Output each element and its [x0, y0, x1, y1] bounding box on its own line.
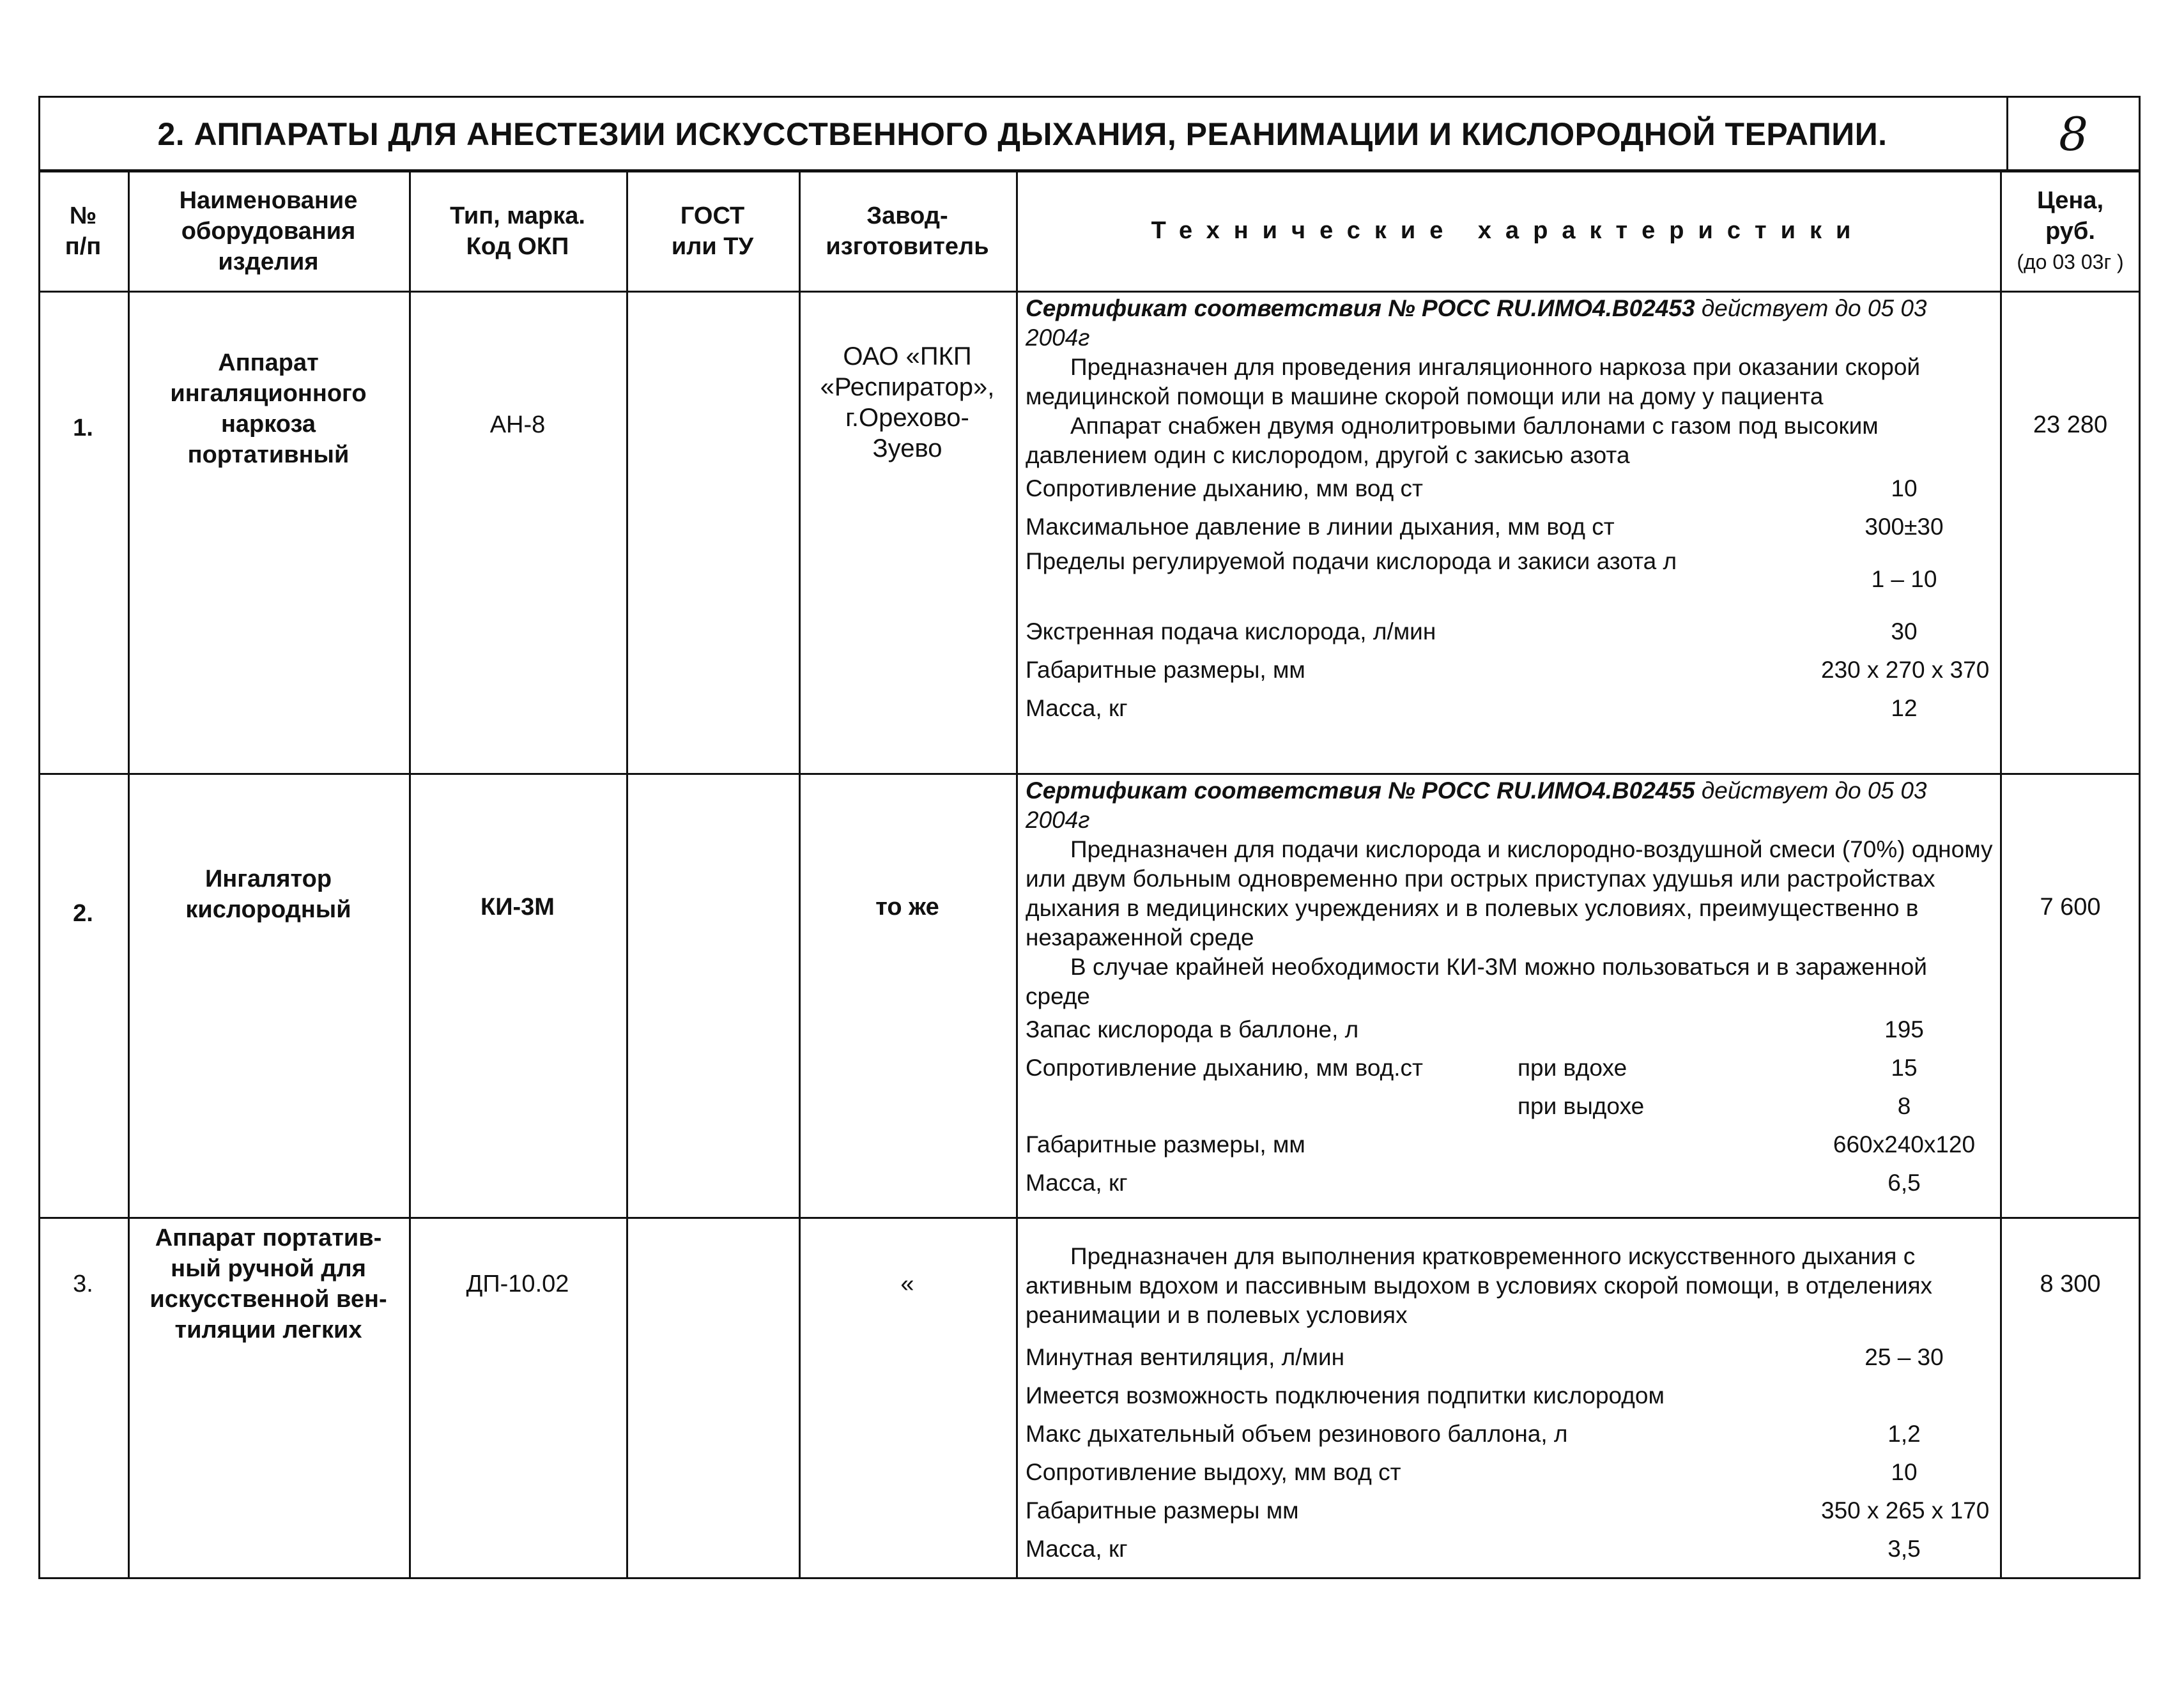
header-num — [38, 171, 128, 291]
spec-row — [1026, 1050, 1994, 1088]
spec-value: 350 х 265 х 170 — [1821, 1497, 1990, 1524]
spec-label: Минутная вентиляция, л/мин — [1026, 1344, 1345, 1370]
spec-row — [1026, 1339, 1994, 1377]
spec-row — [1026, 1416, 1994, 1454]
row-maker-line: «Респиратор», — [820, 373, 995, 401]
row-name-line: Ингалятор — [204, 866, 332, 892]
row-maker-line: г.Орехово- — [845, 404, 969, 432]
spec-label: Габаритные размеры мм — [1026, 1497, 1299, 1524]
spec-value: 25 – 30 — [1865, 1344, 1944, 1370]
row-number: 3. — [73, 1271, 93, 1297]
certificate-validity: действует до 05 03 2004г — [1026, 295, 1927, 351]
spec-sublabel: при вдохе — [1518, 1055, 1627, 1081]
certificate-number: Сертификат соответствия № РОСС RU.ИМО4.В02455 — [1026, 777, 1695, 804]
header-gost-line: или ТУ — [671, 233, 754, 260]
row-specs — [1026, 294, 1994, 728]
spacer — [1026, 1227, 1994, 1242]
spec-row — [1026, 1165, 1994, 1203]
spec-row — [1026, 1011, 1994, 1050]
row-divider — [38, 291, 2141, 293]
row-name-line: искусственной вен- — [150, 1286, 387, 1313]
spec-value: 30 — [1891, 618, 1918, 645]
col-divider — [1016, 169, 1018, 1579]
row-number: 1. — [73, 415, 93, 441]
certificate-text — [1026, 294, 1994, 353]
spec-value: 660х240х120 — [1833, 1131, 1976, 1158]
spec-label: Экстренная подача кислорода, л/мин — [1026, 618, 1436, 645]
row-maker: « — [900, 1271, 914, 1297]
header-price-line: руб. — [2045, 217, 2095, 245]
spec-value: 1 – 10 — [1871, 566, 1937, 592]
header-name — [128, 171, 409, 291]
spec-row — [1026, 547, 1994, 613]
row-price: 8 300 — [2040, 1271, 2101, 1297]
description-paragraph: Предназначен для проведения ингаляционного наркоза при оказании скорой медицинской помощи в машине скорой помощи или на дому у пациента — [1026, 354, 1921, 409]
spec-value: 12 — [1891, 695, 1918, 721]
header-num-line: № — [69, 202, 97, 229]
row-name-line: Аппарат портатив- — [155, 1225, 382, 1251]
description-paragraph: Предназначен для выполнения кратковременного искусственного дыхания с активным вдохом и пассивным выдохом в условиях скорой помощи, в отделениях реанимации и в полевых условиях — [1026, 1243, 1933, 1328]
spec-label: Габаритные размеры, мм — [1026, 657, 1305, 683]
spec-value: 3,5 — [1888, 1536, 1921, 1562]
row-specs — [1026, 1227, 1994, 1569]
document-sheet — [38, 96, 2141, 1579]
spec-value: 10 — [1891, 1459, 1918, 1485]
spec-label: Запас кислорода в баллоне, л — [1026, 1016, 1359, 1043]
row-name-line: тиляции легких — [174, 1317, 362, 1343]
row-name-line: ный ручной для — [171, 1255, 366, 1282]
spec-value: 15 — [1891, 1055, 1918, 1081]
row-maker: то же — [875, 894, 939, 921]
row-name — [128, 339, 409, 479]
spec-row — [1026, 508, 1994, 547]
spec-row — [1026, 1454, 1994, 1492]
spec-row — [1026, 1126, 1994, 1165]
row-specs — [1026, 776, 1994, 1203]
row-number: 2. — [73, 900, 93, 927]
spec-row — [1026, 1492, 1994, 1531]
spec-value: 6,5 — [1888, 1170, 1921, 1196]
spec-value: 8 — [1897, 1093, 1911, 1119]
row-divider — [38, 773, 2141, 775]
header-maker — [799, 171, 1016, 291]
row-maker-line: ОАО «ПКП — [843, 342, 972, 371]
spec-label: Сопротивление дыханию, мм вод.ст — [1026, 1055, 1423, 1081]
spec-row — [1026, 470, 1994, 508]
row-name-line: наркоза — [220, 411, 316, 438]
spec-row — [1026, 652, 1994, 690]
header-type-line: Код ОКП — [466, 233, 569, 260]
spec-row — [1026, 1531, 1994, 1569]
certificate-number: Сертификат соответствия № РОСС RU.ИМО4.В02453 — [1026, 295, 1695, 321]
row-name-line: портативный — [187, 441, 350, 468]
header-type — [409, 171, 626, 291]
row-maker-line: Зуево — [872, 434, 942, 462]
header-specs: Технические характеристики — [1151, 217, 1865, 244]
header-gost — [626, 171, 799, 291]
header-name-line: изделия — [218, 248, 319, 275]
spec-label: Габаритные размеры, мм — [1026, 1131, 1305, 1158]
row-type: АН-8 — [489, 411, 546, 438]
description-paragraph: В случае крайней необходимости КИ-3М можно пользоваться и в зараженной среде — [1026, 954, 1927, 1009]
spec-value: 195 — [1884, 1016, 1924, 1043]
page-number: 8 — [2059, 107, 2088, 161]
spec-row — [1026, 690, 1994, 728]
spec-label: Имеется возможность подключения подпитки кислородом — [1026, 1382, 1665, 1409]
spec-label: Пределы регулируемой подачи кислорода и закиси азота л — [1026, 548, 1677, 574]
spec-sublabel: при выдохе — [1518, 1093, 1645, 1119]
spec-row — [1026, 613, 1994, 652]
spec-value: 230 х 270 х 370 — [1821, 657, 1990, 683]
header-maker-line: Завод- — [866, 202, 948, 229]
header-gost-line: ГОСТ — [680, 202, 745, 229]
spec-label: Сопротивление дыханию, мм вод ст — [1026, 475, 1423, 501]
spec-row — [1026, 1088, 1994, 1126]
header-name-line: оборудования — [181, 217, 356, 245]
spec-value: 10 — [1891, 475, 1918, 501]
certificate-validity: действует до 05 03 2004г — [1026, 777, 1927, 833]
row-type: ДП-10.02 — [466, 1271, 569, 1297]
row-divider — [38, 1217, 2141, 1219]
spec-row — [1026, 1377, 1994, 1416]
spec-label: Масса, кг — [1026, 1170, 1128, 1196]
row-name — [128, 853, 409, 936]
spec-label: Сопротивление выдоху, мм вод ст — [1026, 1459, 1401, 1485]
row-name-line: Аппарат — [218, 349, 319, 376]
description-paragraph: Аппарат снабжен двумя однолитровыми баллонами с газом под высоким давлением один с кислородом, другой с закисью азота — [1026, 413, 1879, 468]
header-price-note: (до 03 03г ) — [2017, 250, 2124, 273]
row-name-line: кислородный — [185, 896, 351, 923]
spacer — [1026, 1330, 1994, 1339]
certificate-text — [1026, 776, 1994, 835]
header-name-line: Наименование — [179, 187, 358, 214]
col-divider — [626, 169, 628, 1579]
spec-label: Максимальное давление в линии дыхания, мм вод ст — [1026, 514, 1615, 540]
row-maker — [799, 332, 1016, 473]
page-title: 2. АППАРАТЫ ДЛЯ АНЕСТЕЗИИ ИСКУССТВЕННОГО ДЫХАНИЯ, РЕАНИМАЦИИ И КИСЛОРОДНОЙ ТЕРАПИИ. — [157, 116, 1888, 152]
col-divider — [409, 169, 411, 1579]
header-maker-line: изготовитель — [826, 233, 989, 260]
header-type-line: Тип, марка. — [450, 202, 585, 229]
spec-value: 1,2 — [1888, 1421, 1921, 1447]
row-name — [128, 1220, 409, 1348]
header-price — [2000, 171, 2141, 291]
row-price: 23 280 — [2033, 411, 2108, 438]
spec-label: Масса, кг — [1026, 1536, 1128, 1562]
description-paragraph: Предназначен для подачи кислорода и кислородно-воздушной смеси (70%) одному или двум больным одновременно при острых приступах удушья или растройствах дыхания в медицинских учреждениях и в полевых условиях, преимущественно в незараженной среде — [1026, 836, 1993, 951]
row-type: КИ-3М — [481, 894, 555, 921]
row-name-line: ингаляционного — [170, 380, 367, 407]
row-price: 7 600 — [2040, 894, 2101, 921]
spec-label: Масса, кг — [1026, 695, 1128, 721]
spec-value: 300±30 — [1865, 514, 1944, 540]
header-price-line: Цена, — [2037, 187, 2103, 214]
header-num-line: п/п — [65, 233, 102, 260]
col-divider — [2000, 169, 2002, 1579]
spec-label: Макс дыхательный объем резинового баллона, л — [1026, 1421, 1568, 1447]
